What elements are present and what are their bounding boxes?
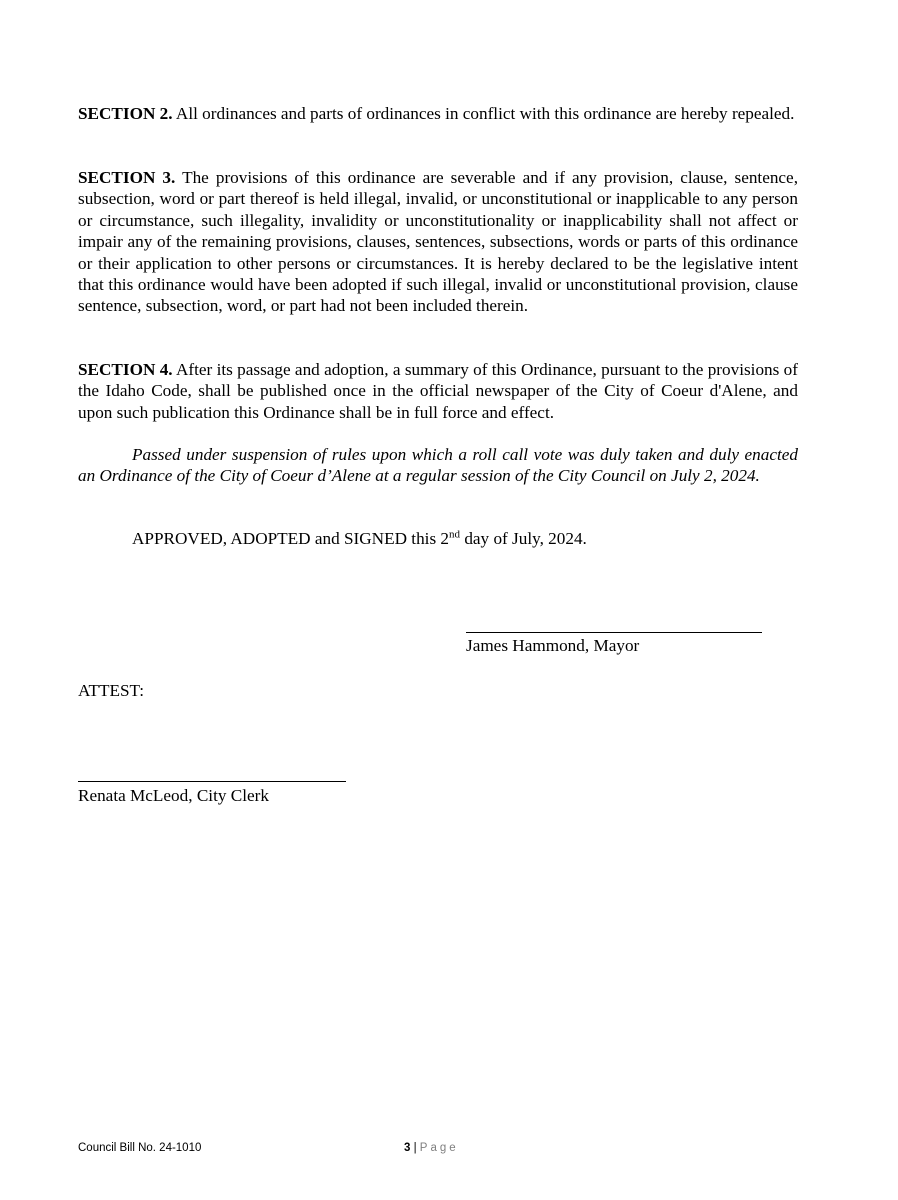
page-word: Page: [419, 1142, 459, 1154]
page-separator: |: [410, 1142, 420, 1154]
section-4-text: After its passage and adoption, a summary of this Ordinance, pursuant to the provisions of the Idaho Code, shall be published once in the official newspaper of the City of Coeur d'Alene, and upon such publication this Ordinance shall be in full force and effect.: [78, 360, 798, 422]
approved-ordinal: nd: [449, 528, 461, 541]
section-2-paragraph: [78, 103, 798, 124]
clerk-signature-name: Renata McLeod, City Clerk: [78, 786, 269, 805]
approved-prefix: APPROVED, ADOPTED and SIGNED this 2: [132, 529, 450, 548]
mayor-signature-name: James Hammond, Mayor: [466, 636, 640, 655]
approved-statement: [132, 528, 587, 549]
approved-suffix: day of July, 2024.: [460, 529, 587, 548]
section-4-paragraph: [78, 359, 798, 423]
attest-label: ATTEST:: [78, 681, 144, 700]
section-3-text: The provisions of this ordinance are severable and if any provision, clause, sentence, subsection, word or part thereof is held illegal, invalid, or unconstitutional or inapplicable to any person or circumstance, such illegality, invalidity or unconstitutionality or inapplicability shall not affect or impair any of the remaining provisions, clauses, sentences, subsections, words or parts of this ordinance or their application to other persons or circumstances. It is hereby declared to be the legislative intent that this ordinance would have been adopted if such illegal, invalid or unconstitutional provision, clause sentence, subsection, word, or part had not been included therein.: [78, 168, 798, 316]
section-2-text: All ordinances and parts of ordinances in conflict with this ordinance are hereby repealed.: [175, 104, 795, 123]
section-2-heading: SECTION 2.: [78, 104, 173, 123]
footer-bill-number: Council Bill No. 24-1010: [78, 1142, 202, 1154]
passed-text: Passed under suspension of rules upon which a roll call vote was duly taken and duly enacted an Ordinance of the City of Coeur d’Alene at a regular session of the City Council on July 2, 2024.: [78, 445, 798, 486]
footer-page-indicator: [404, 1141, 459, 1155]
section-4-heading: SECTION 4.: [78, 360, 173, 379]
passed-paragraph: [78, 444, 798, 487]
mayor-signature-line: [466, 632, 762, 633]
section-3-paragraph: [78, 167, 798, 317]
page-number: 3: [404, 1142, 411, 1154]
section-3-heading: SECTION 3.: [78, 168, 176, 187]
clerk-signature-line: [78, 781, 346, 782]
